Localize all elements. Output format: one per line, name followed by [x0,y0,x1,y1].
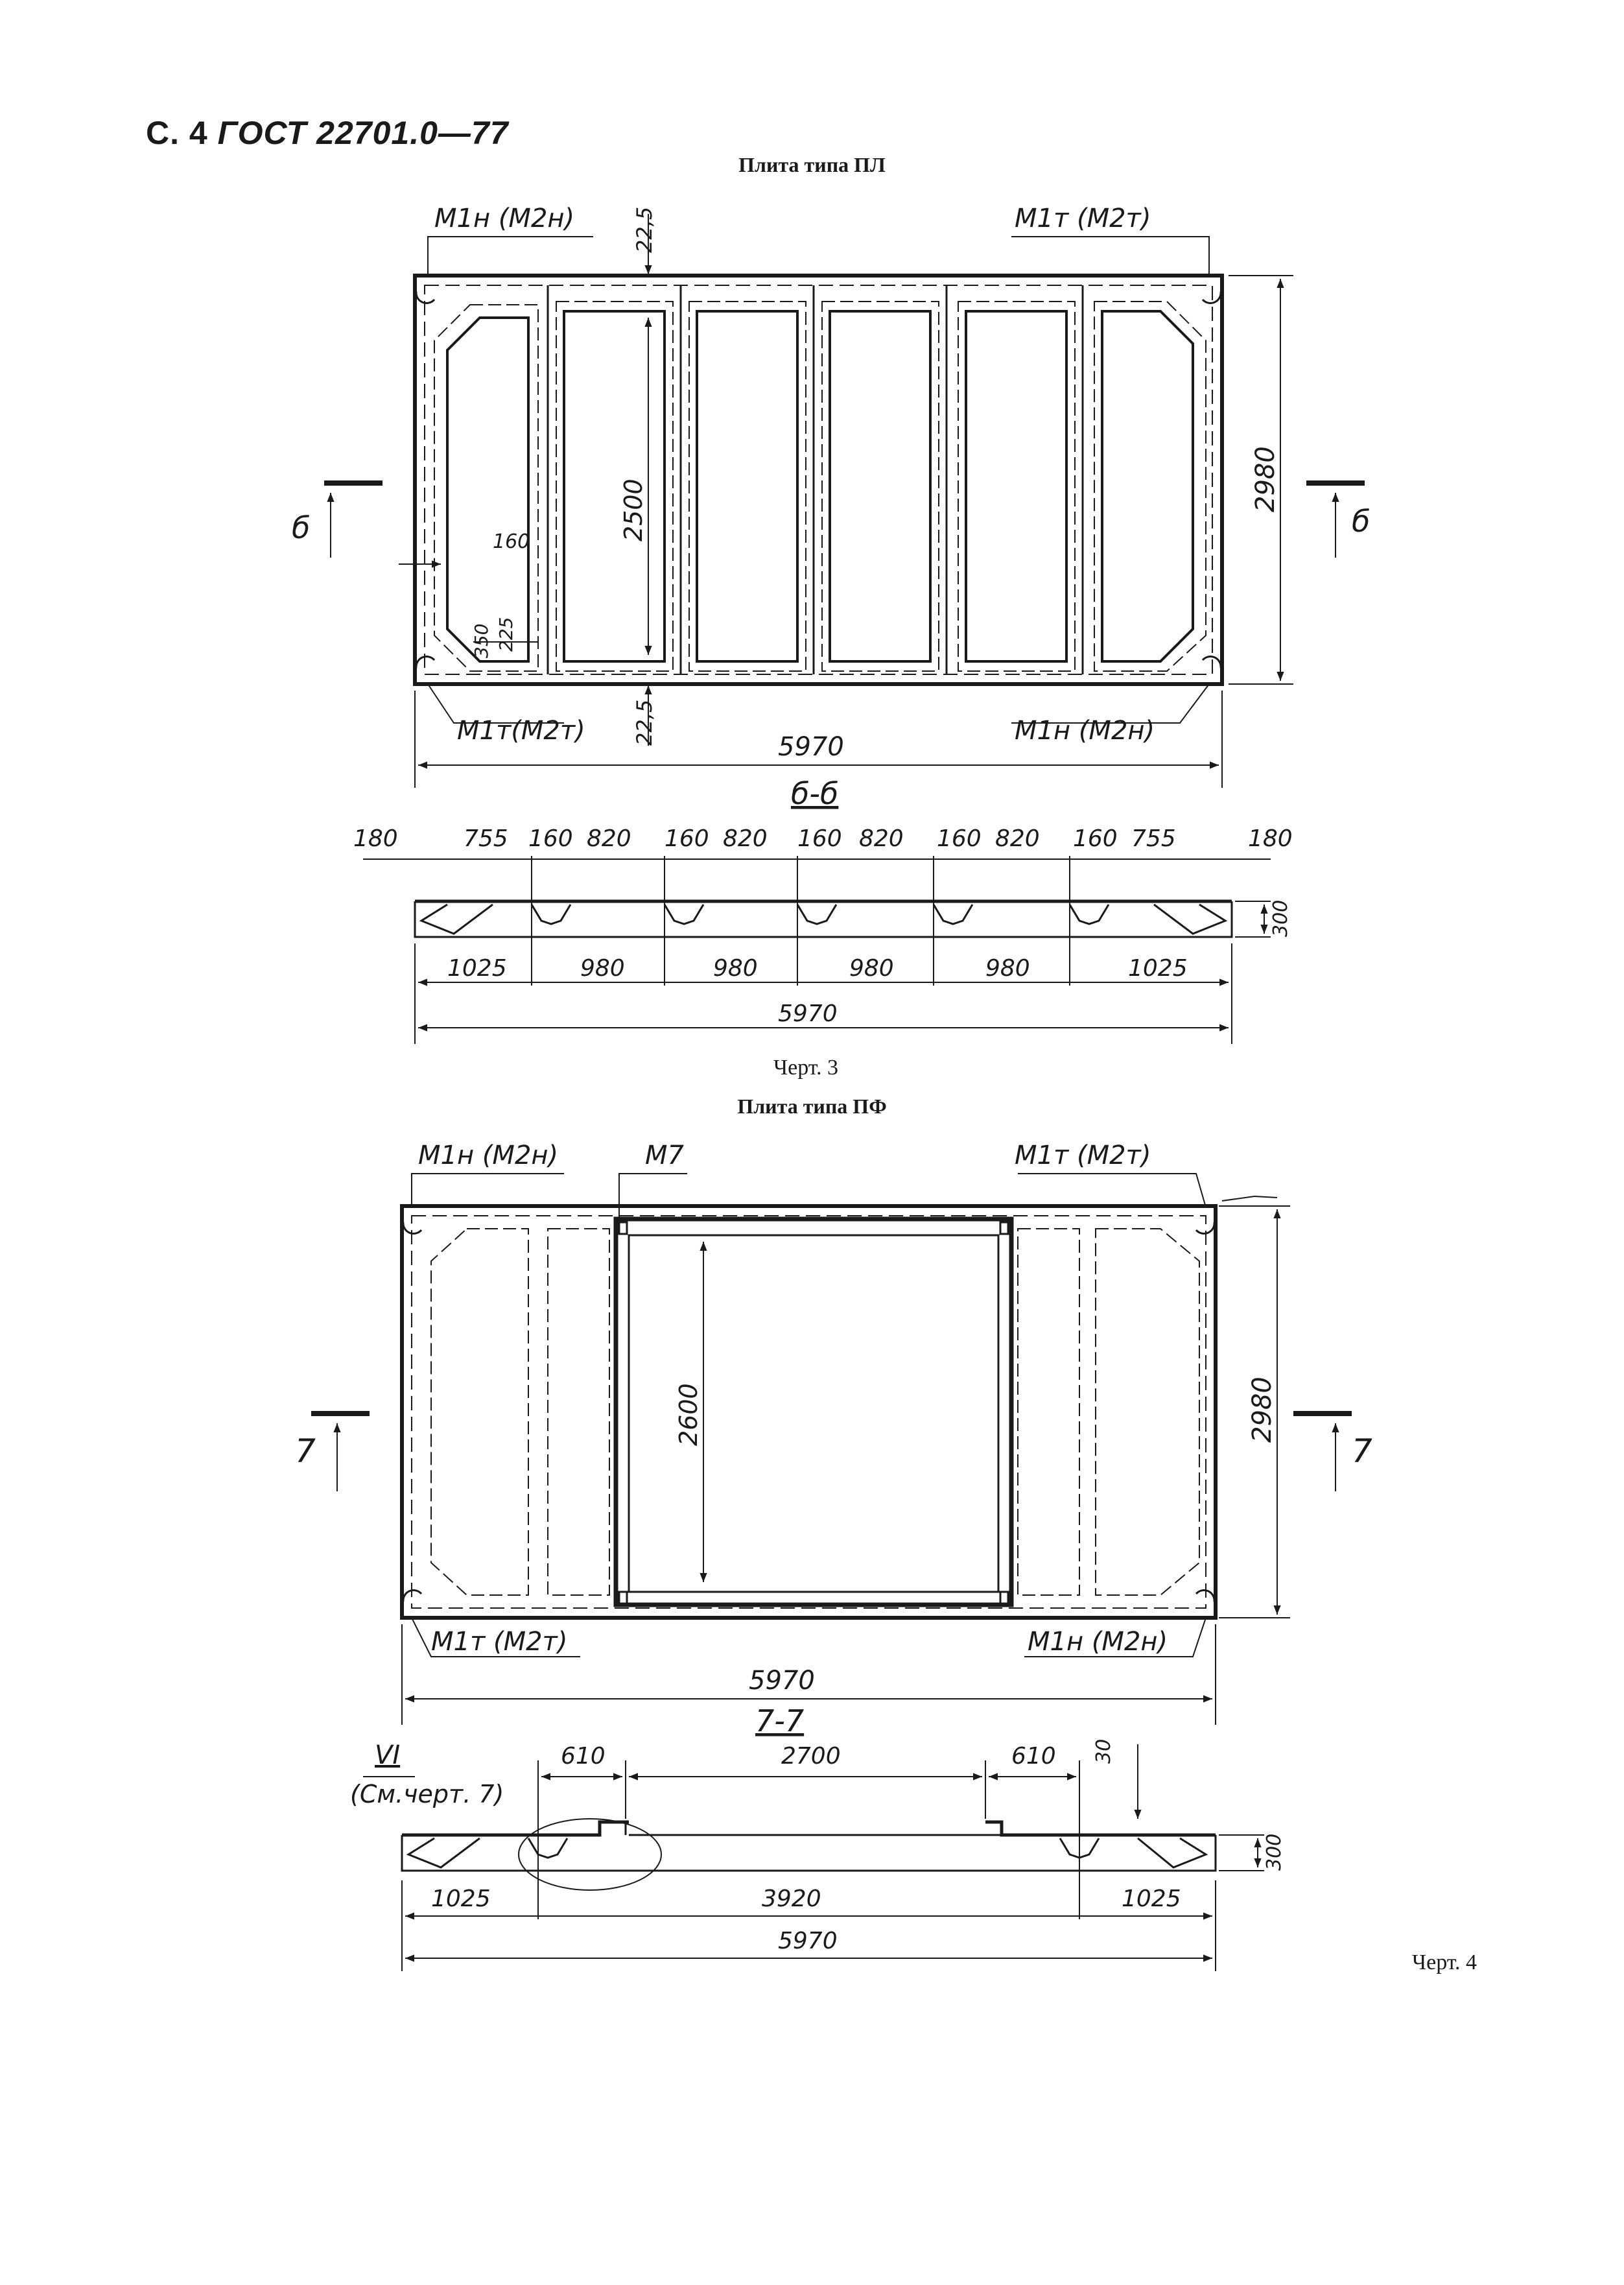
label-top-mid: M7 [645,1141,684,1170]
figure-4-caption: Черт. 4 [1412,1950,1477,1974]
sec-top-dim: 180 [353,825,398,852]
figure-4-plan [402,1206,1216,1618]
sec-top-dim: 820 [995,825,1040,852]
dim-corner-b: 225 [495,617,517,652]
sec-mid-dim: 1025 [1122,1886,1181,1912]
section-mark-left: 7 [295,1432,316,1470]
section-title: б-б [791,776,839,811]
figure-3-dimensions [324,214,1365,788]
sec-top-dim: 820 [859,825,904,852]
sec-mid-dim: 980 [849,955,894,982]
sec-top-dim: 820 [587,825,631,852]
detail-reference: (См.черт. 7) [350,1780,504,1808]
figure-4-title: Плита типа ПФ [737,1095,887,1118]
figure-3-section-text [353,825,1293,1027]
sec-mid-dim: 1025 [431,1886,491,1912]
dim-bottom-gap: 22,5 [632,699,657,746]
label-bottom-right: M1н (M2н) [1015,716,1155,746]
dim-width: 5970 [778,732,844,762]
sec-mid-dim: 980 [580,955,625,982]
dim-top-gap: 22,5 [632,206,657,253]
sec-step-dim: 30 [1092,1738,1115,1764]
dim-opening-height: 2600 [674,1383,703,1446]
page-number: С. 4 [146,115,208,151]
sec-height-dim: 300 [1263,1833,1286,1871]
label-bottom-right: M1н (M2н) [1028,1627,1168,1657]
figure-3-caption: Черт. 3 [773,1056,839,1080]
section-mark-left: б [292,510,311,545]
sec-mid-dim: 980 [713,955,758,982]
sec-mid-dim: 3920 [762,1886,821,1912]
sec-top-dim: 160 [937,825,982,852]
sec-top-dim: 2700 [781,1743,841,1770]
dim-inner-height: 2500 [619,479,648,541]
sec-top-dim: 160 [528,825,573,852]
label-top-left: M1н (M2н) [434,204,575,233]
sec-top-dim: 610 [561,1743,606,1770]
sec-top-dim: 820 [723,825,768,852]
label-top-right: M1т (M2т) [1015,1141,1151,1170]
figure-3-title: Плита типа ПЛ [738,153,886,176]
section-mark-right: б [1352,504,1371,539]
dim-width: 5970 [749,1666,815,1696]
section-title: 7-7 [755,1703,805,1738]
sec-total-dim: 5970 [778,1000,838,1027]
label-bottom-left: M1т(M2т) [457,716,585,746]
dim-height: 2980 [1247,1377,1277,1443]
sec-top-dim: 160 [665,825,709,852]
dim-height: 2980 [1251,446,1280,512]
dim-rib: 160 [493,530,530,553]
sec-mid-dim: 980 [985,955,1030,982]
section-mark-right: 7 [1352,1432,1372,1470]
sec-top-dim: 610 [1011,1743,1056,1770]
figure-3-plan [415,276,1222,684]
sec-mid-dim: 1025 [447,955,507,982]
sec-mid-dim: 1025 [1128,955,1188,982]
standard-number: ГОСТ 22701.0—77 [217,115,509,151]
sec-top-dim: 180 [1248,825,1293,852]
label-top-left: M1н (M2н) [418,1141,559,1170]
sec-top-dim: 160 [797,825,842,852]
detail-mark: VI [375,1740,401,1770]
sec-top-dim: 160 [1073,825,1118,852]
label-top-right: M1т (M2т) [1015,204,1151,233]
sec-top-dim: 755 [464,825,508,852]
figure-4-section-text [350,1739,1286,1954]
dim-corner-a: 350 [471,623,492,658]
sec-height-dim: 300 [1269,899,1292,937]
sec-total-dim: 5970 [778,1928,838,1954]
sec-top-dim: 755 [1131,825,1176,852]
label-bottom-left: M1т (M2т) [431,1627,568,1657]
